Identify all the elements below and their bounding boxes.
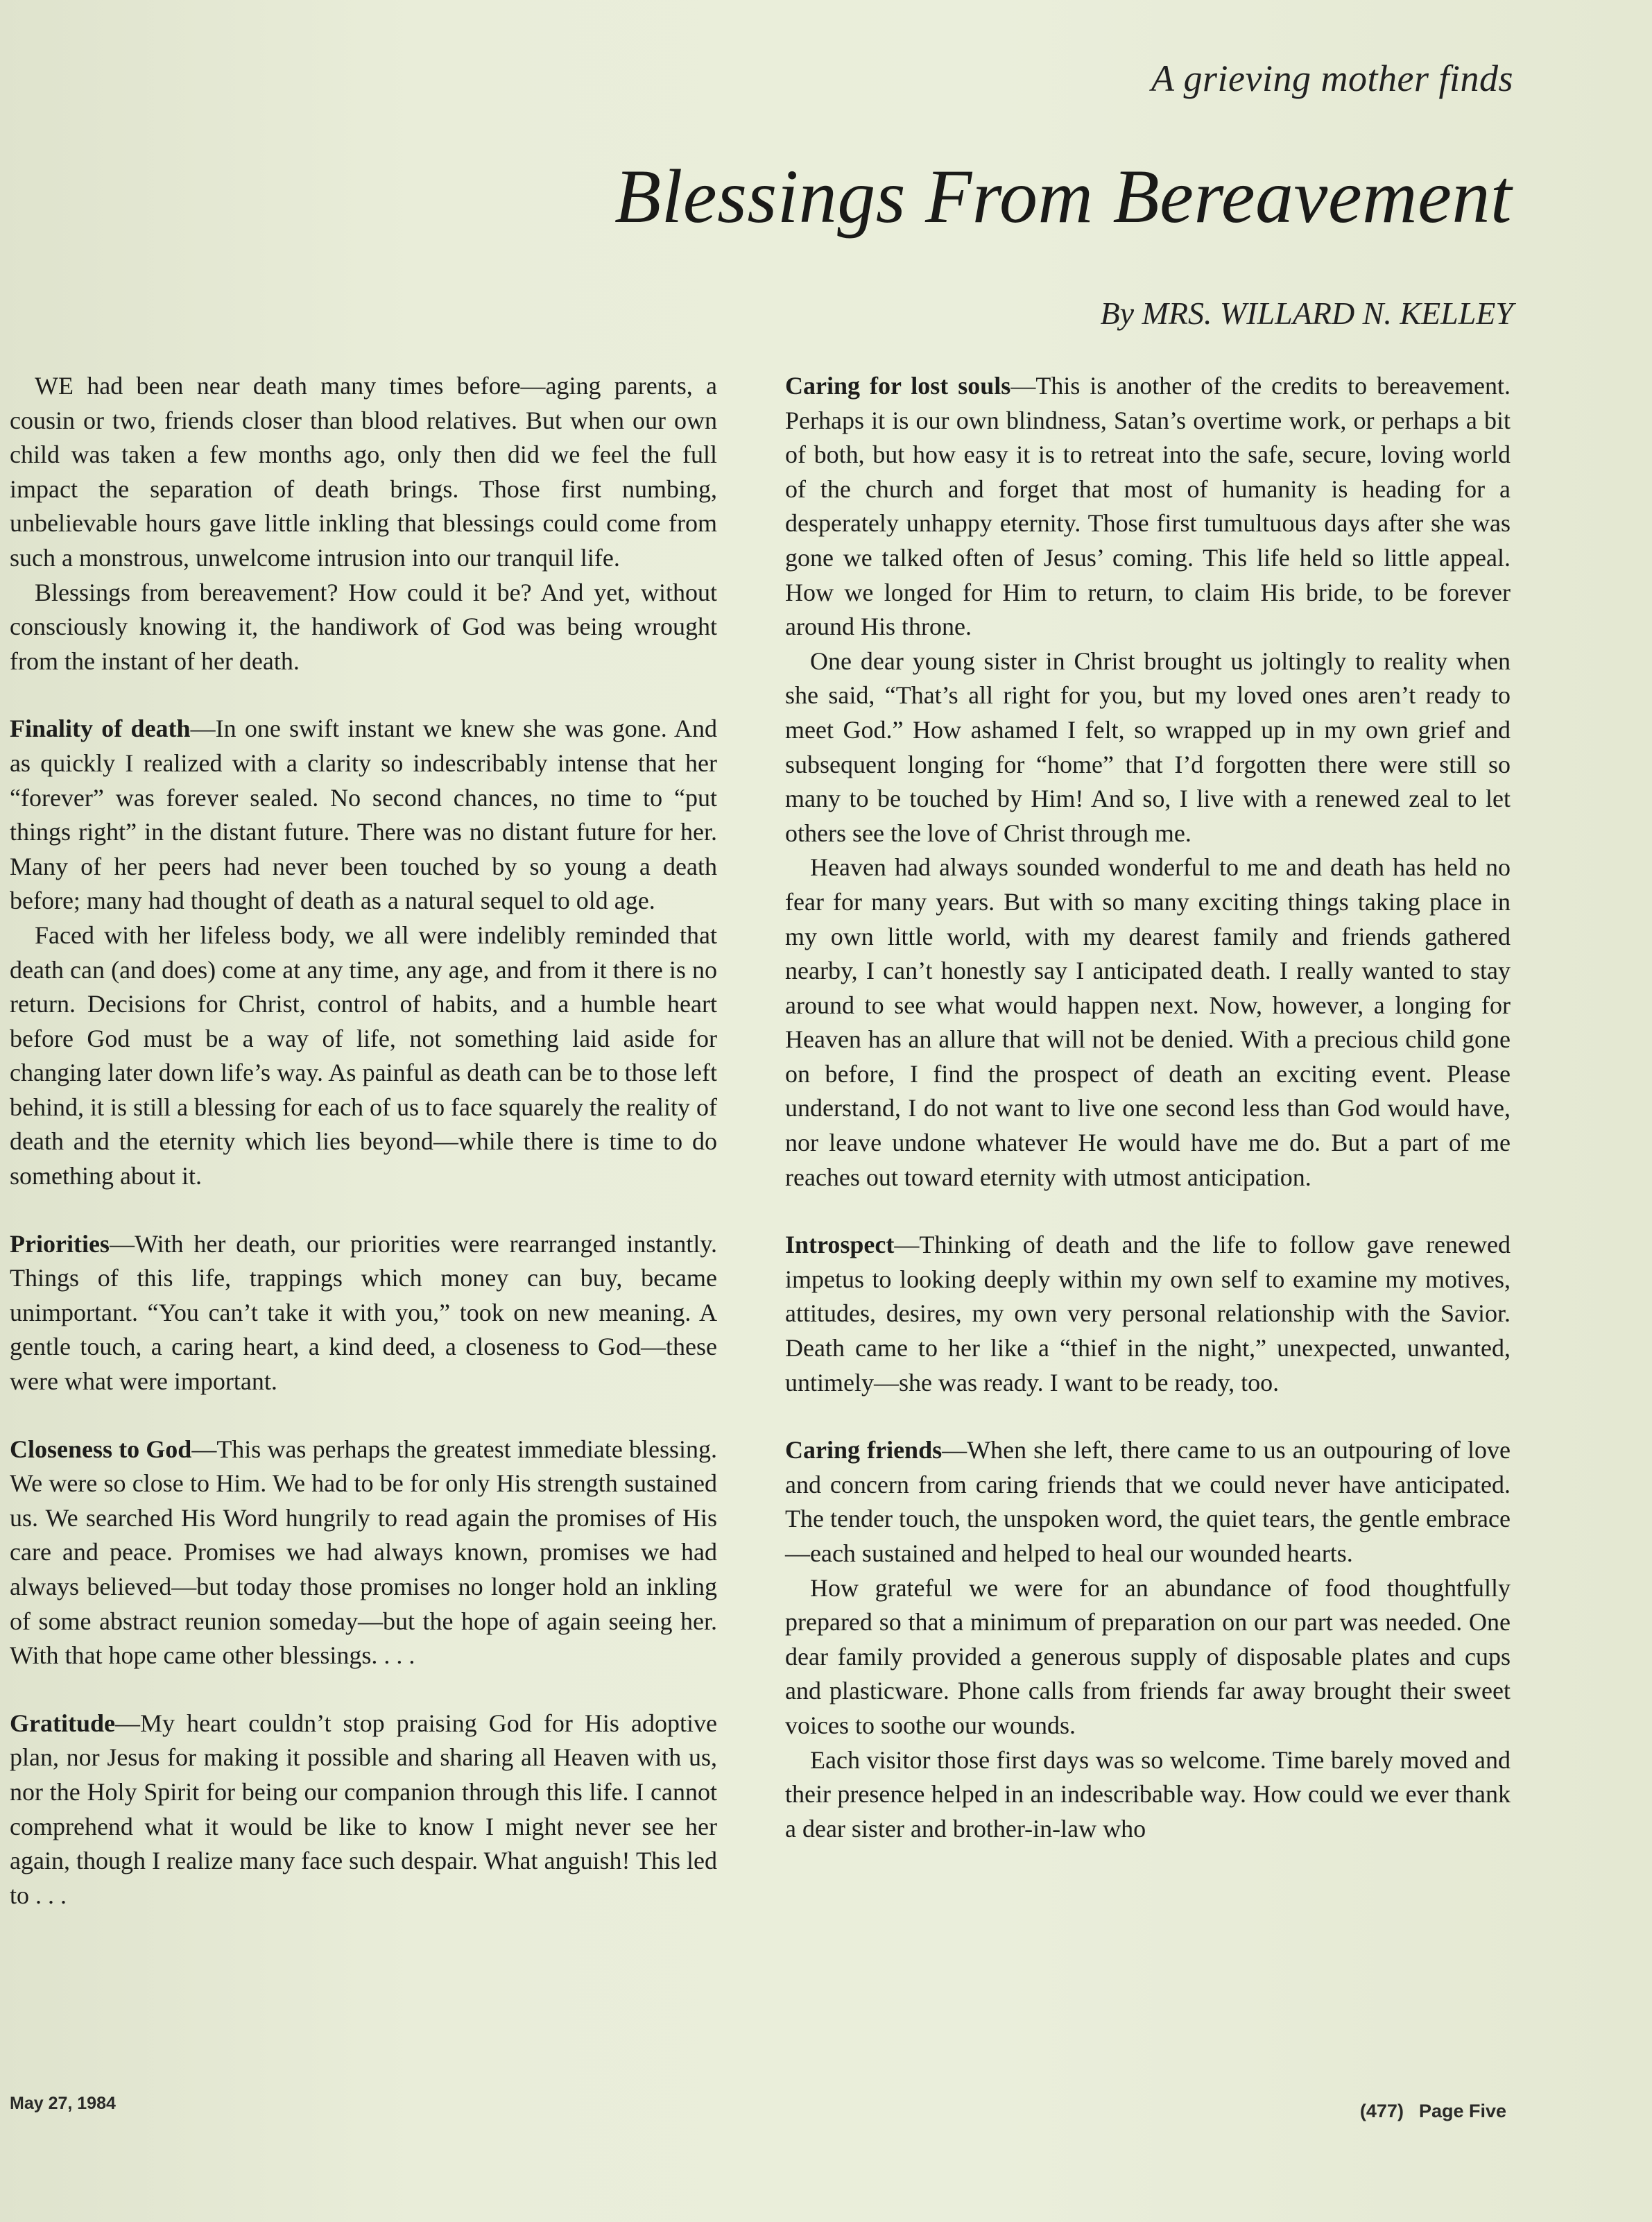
section-closeness-to-god (10, 1433, 717, 1673)
section-text: —In one swift instant we knew she was gone. And as quickly I realized with a clarity so indescribably intense that her “forever” was forever sealed. No second chances, no time to “put things right” in the distant future. There was no distant future for her. Many of her peers had never been touched by so young a death before; many had thought of death as a natural sequel to old age. (10, 715, 717, 915)
body-paragraph: One dear young sister in Christ brought us joltingly to reality when she said, “That’s all right for you, but my loved ones aren’t ready to meet God.” How ashamed I felt, so wrapped up in my own grief and subsequent longing for “home” that I’d forgotten there were still so many to be touched by Him! And so, I live with a renewed zeal to let others see the love of Christ through me. (785, 647, 1511, 847)
section-heading: Caring for lost souls (785, 372, 1011, 400)
article-byline: By MRS. WILLARD N. KELLEY (1100, 296, 1513, 331)
article-title: Blessings From Bereavement (614, 154, 1512, 239)
section-heading: Caring friends (785, 1436, 943, 1464)
section-heading: Closeness to God (10, 1435, 192, 1463)
section-text: —This is another of the credits to bereavement. Perhaps it is our own blindness, Satan’s overtime work, or perhaps a bit of both, but how easy it is to retreat into the safe, secure, loving world of the church and forget that most of humanity is heading for a desperately unhappy eternity. Those first tumultuous days after she was gone we talked often of Jesus’ coming. This life held so little appeal. How we longed for Him to return, to claim His bride, to be forever around His throne. (785, 372, 1511, 641)
section-text: —Thinking of death and the life to follow gave renewed impetus to looking deeply within my own self to examine my motives, attitudes, desires, my own very personal relationship with the Savior. Death came to her like a “thief in the night,” unexpected, unwanted, untimely—she was ready. I want to be ready, too. (785, 1231, 1511, 1396)
intro-paragraph: WE had been near death many times before—aging parents, a cousin or two, friends closer than blood relatives. But when our own child was taken a few months ago, only then did we feel the full impact the separation of death brings. Those first numbing, unbelievable hours gave little inkling that blessings could come from such a monstrous, unwelcome intrusion into our tranquil life. (10, 372, 717, 572)
page-label: Page Five (1418, 2101, 1506, 2121)
body-paragraph: Each visitor those first days was so welcome. Time barely moved and their presence helped in an indescribable way. How could we ever thank a dear sister and brother-in-law who (785, 1745, 1511, 1843)
section-introspect (785, 1228, 1511, 1400)
section-priorities (10, 1227, 717, 1399)
section-heading: Finality of death (10, 715, 191, 743)
section-heading: Gratitude (10, 1709, 115, 1737)
body-paragraph: Heaven had always sounded wonderful to me and death has held no fear for many years. But with so many exciting things taking place in my own little world, with my dearest family and friends gathered nearby, I can’t honestly say I anticipated death. I really wanted to stay around to see what would happen next. Now, however, a longing for Heaven has an allure that will not be denied. With a precious child gone on before, I find the prospect of death an exciting event. Please understand, I do not want to live one second less than God would have, nor leave undone whatever He would have me do. But a part of me reaches out toward eternity with utmost anticipation. (785, 853, 1511, 1191)
section-text: —My heart couldn’t stop praising God for His adoptive plan, nor Jesus for making it possible and sharing all Heaven with us, nor the Holy Spirit for being our companion through this life. I cannot comprehend what it would be like to know I might never see her again, though I realize many face such despair. What anguish! This led to . . . (10, 1709, 717, 1909)
page-number: (477) (1359, 2101, 1404, 2121)
section-text: —When she left, there came to us an outpouring of love and concern from caring friends that we could never have anticipated. The tender touch, the unspoken word, the quiet tears, the gentle embrace—each sustained and helped to heal our wounded hearts. (785, 1436, 1511, 1567)
section-finality-of-death (10, 712, 717, 918)
left-column (10, 369, 717, 1913)
body-paragraph: Faced with her lifeless body, we all were indelibly reminded that death can (and does) come at any time, any age, and from it there is no return. Decisions for Christ, control of habits, and a humble heart before God must be a way of life, not something laid aside for changing later down life’s way. As painful as death can be to those left behind, it is still a blessing for each of us to face squarely the reality of death and the eternity which lies beyond—while there is time to do something about it. (10, 921, 717, 1190)
right-column (785, 369, 1511, 1846)
section-heading: Introspect (785, 1231, 895, 1259)
intro-paragraph-2: Blessings from bereavement? How could it be? And yet, without consciously knowing it, the handiwork of God was being wrought from the instant of her death. (10, 578, 717, 675)
section-heading: Priorities (10, 1229, 110, 1258)
section-text: —With her death, our priorities were rearranged instantly. Things of this life, trappings which money can buy, became unimportant. “You can’t take it with you,” took on new meaning. A gentle touch, a caring heart, a kind deed, a closeness to God—these were what were important. (10, 1229, 717, 1396)
body-paragraph: How grateful we were for an abundance of food thoughtfully prepared so that a minimum of preparation on our part was needed. One dear family provided a generous supply of disposable plates and cups and plasticware. Phone calls from friends far away brought their sweet voices to soothe our wounds. (785, 1573, 1511, 1739)
issue-date: May 27, 1984 (10, 2094, 116, 2113)
section-caring-for-lost-souls (785, 369, 1511, 644)
section-text: —This was perhaps the greatest immediate blessing. We were so close to Him. We had to be for only His strength sustained us. We searched His Word hungrily to read again the promises of His care and peace. Promises we had always known, promises we had always believed—but today those promises no longer hold an inkling of some abstract reunion someday—but the hope of again seeing her. With that hope came other blessings. . . . (10, 1435, 717, 1670)
page-footer (1360, 2101, 1506, 2122)
section-caring-friends (785, 1433, 1511, 1571)
section-gratitude (10, 1707, 717, 1913)
article-kicker: A grieving mother finds (1151, 58, 1513, 99)
